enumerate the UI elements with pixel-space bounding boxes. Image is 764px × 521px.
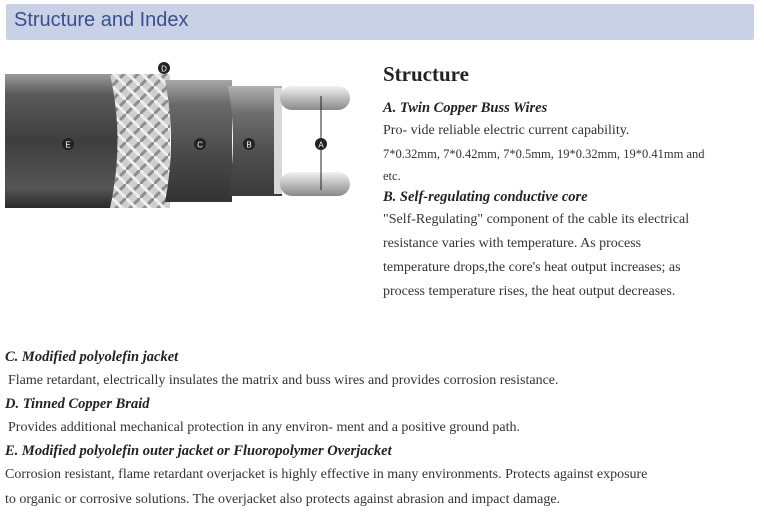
item-d-title: D. Tinned Copper Braid xyxy=(5,396,150,412)
marker-d xyxy=(158,62,170,74)
svg-text:E: E xyxy=(65,140,71,150)
marker-a xyxy=(315,138,327,150)
svg-text:B: B xyxy=(246,140,252,150)
svg-text:C: C xyxy=(197,140,203,150)
item-b-text-3: temperature drops,the core's heat output increases; as xyxy=(383,260,681,275)
item-b-text-1: "Self-Regulating" component of the cable its electrical xyxy=(383,212,690,227)
conductive-core xyxy=(228,86,282,196)
item-b-title: B. Self-regulating conductive core xyxy=(383,189,588,205)
section-header xyxy=(6,4,754,40)
tinned-copper-braid xyxy=(110,74,170,208)
cable-structure-diagram xyxy=(0,58,370,224)
item-c-title: C. Modified polyolefin jacket xyxy=(5,349,179,365)
marker-c xyxy=(194,138,206,150)
section-title: Structure and Index xyxy=(14,9,189,31)
svg-text:A: A xyxy=(318,140,324,150)
structure-lower xyxy=(5,346,755,512)
item-a-title: A. Twin Copper Buss Wires xyxy=(383,100,548,116)
item-b-text-2: resistance varies with temperature. As process xyxy=(383,236,642,251)
marker-e xyxy=(62,138,74,150)
item-c-text: Flame retardant, electrically insulates the matrix and buss wires and provides corrosion resistance. xyxy=(8,373,559,388)
structure-heading: Structure xyxy=(383,62,469,86)
item-e-text-2: to organic or corrosive solutions. The overjacket also protects against abrasion and impact damage. xyxy=(5,492,561,507)
marker-b xyxy=(243,138,255,150)
item-e-text-1: Corrosion resistant, flame retardant overjacket is highly effective in many environments. Protects against exposure xyxy=(5,467,648,482)
item-a-text-2: 7*0.32mm, 7*0.42mm, 7*0.5mm, 19*0.32mm, 19*0.41mm and xyxy=(383,147,705,161)
buss-wires xyxy=(280,86,350,196)
item-b-text-4: process temperature rises, the heat output decreases. xyxy=(383,284,676,299)
structure-panel xyxy=(383,62,755,304)
item-a-text-1: Pro- vide reliable electric current capability. xyxy=(383,123,630,138)
item-e-title: E. Modified polyolefin outer jacket or Fluoropolymer Overjacket xyxy=(5,443,392,459)
item-a-text-3: etc. xyxy=(383,169,401,183)
item-d-text: Provides additional mechanical protection in any environ- ment and a positive ground path. xyxy=(8,420,521,435)
svg-text:D: D xyxy=(161,64,167,74)
